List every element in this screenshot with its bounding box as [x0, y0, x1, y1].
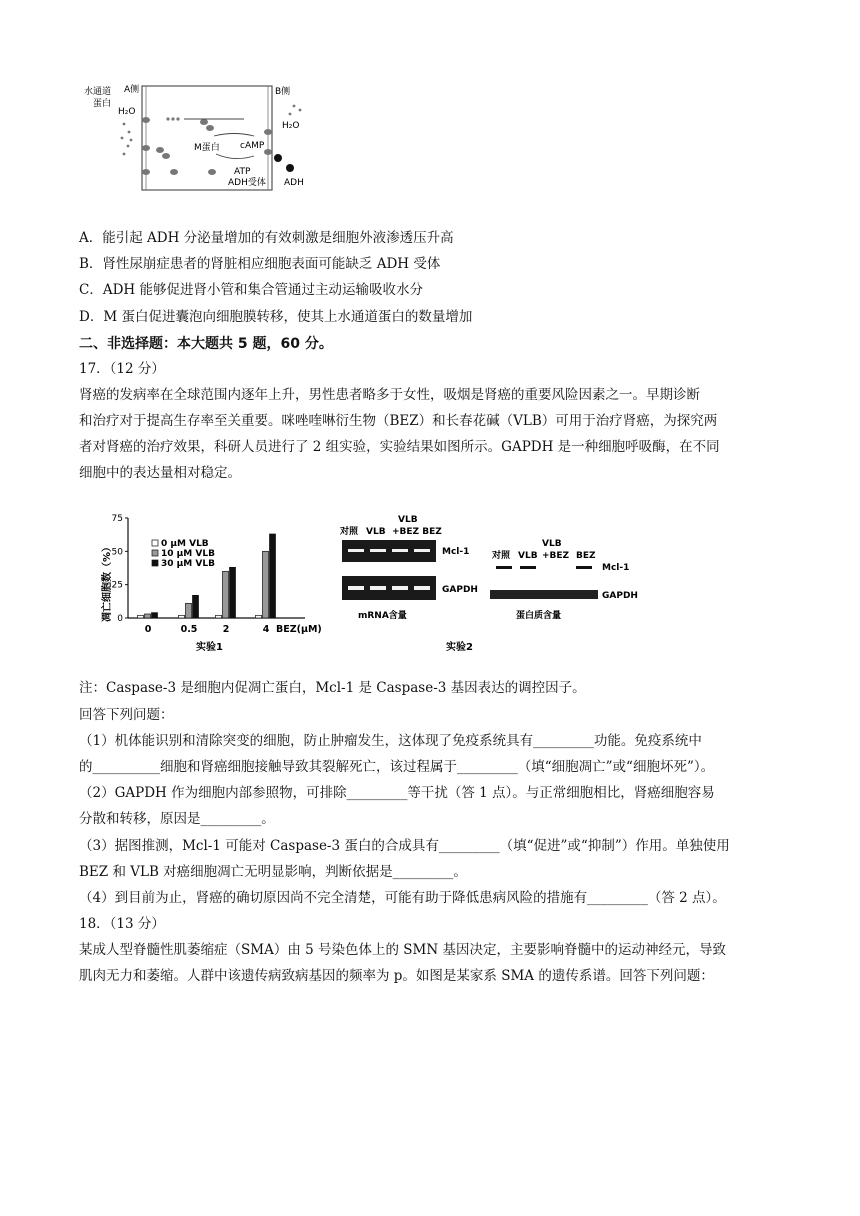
mrna-caption: mRNA含量: [358, 611, 407, 621]
q17-question-3b: BEZ 和 VLB 对癌细胞凋亡无明显影响，判断依据是_________。: [79, 864, 467, 880]
adh-receptor-label: ADH受体: [228, 178, 266, 188]
protein-gapdh-band: [490, 590, 598, 599]
y-tick-label: 0: [117, 614, 123, 624]
legend-swatch: [152, 550, 158, 556]
bar: [223, 571, 229, 618]
bar: [179, 615, 185, 618]
q17-note: 注：Caspase-3 是细胞内促凋亡蛋白，Mcl-1 是 Caspase-3 基因表达的调控因子。: [79, 680, 586, 696]
legend-label: 10 μM VLB: [161, 549, 215, 559]
q17-question-3a: （3）据图推测，Mcl-1 可能对 Caspase-3 蛋白的合成具有_________（填“促进”或“抑制”）作用。单独使用: [79, 838, 730, 854]
experiment2-figure: [336, 510, 646, 658]
q18-number: 18．（13 分）: [79, 916, 165, 932]
bar: [256, 615, 262, 618]
side-b-label: B侧: [275, 87, 291, 97]
q17-intro-1: 肾癌的发病率在全球范围内逐年上升，男性患者略多于女性，吸烟是肾癌的重要风险因素之一。早期诊断: [79, 387, 700, 403]
bar: [193, 595, 199, 618]
mrna-gapdh-label: GAPDH: [442, 585, 478, 595]
q17-question-1a: （1）机体能识别和清除突变的细胞，防止肿瘤发生，这体现了免疫系统具有_________功能。免疫系统中: [79, 733, 702, 749]
chart-caption: 实验1: [196, 642, 223, 653]
protein-lane-bez: BEZ: [576, 551, 596, 561]
legend-label: 30 μM VLB: [161, 559, 215, 569]
q17-answer-prompt: 回答下列问题：: [79, 707, 174, 723]
protein-gapdh-label: GAPDH: [602, 591, 638, 601]
x-tick-label: 0: [144, 624, 152, 635]
y-tick-label: 50: [111, 547, 123, 558]
mrna-vlb-header: VLB: [398, 515, 418, 525]
mrna-lane-vlb: VLB: [366, 527, 386, 537]
x-tick-label: 0.5: [180, 624, 198, 635]
q17-question-2a: （2）GAPDH 作为细胞内部参照物，可排除_________等干扰（答 1 点）。与正常细胞相比，肾癌细胞容易: [79, 785, 715, 801]
protein-caption: 蛋白质含量: [516, 611, 562, 621]
protein-vlb-header: VLB: [542, 539, 562, 549]
experiment1-chart: [100, 508, 332, 658]
section-title: 二、非选择题：本大题共 5 题，60 分。: [79, 336, 333, 352]
y-axis-label: 凋亡细胞数（%）: [102, 541, 113, 622]
legend-swatch: [152, 540, 158, 546]
x-axis-label: BEZ(μM): [276, 624, 322, 635]
option-c: C．ADH 能够促进肾小管和集合管通过主动运输吸收水分: [79, 282, 423, 298]
q17-intro-3: 者对肾癌的治疗效果，科研人员进行了 2 组实验，实验结果如图所示。GAPDH 是一种细胞呼吸酶，在不同: [79, 439, 720, 455]
atp-label: ATP: [234, 167, 251, 177]
bar: [263, 551, 269, 618]
option-d: D．M 蛋白促进囊泡向细胞膜转移，使其上水通道蛋白的数量增加: [79, 309, 473, 325]
q18-intro-2: 肌肉无力和萎缩。人群中该遗传病致病基因的频率为 p。如图是某家系 SMA 的遗传系谱。回答下列问题：: [79, 968, 714, 984]
protein-label: 蛋白: [93, 99, 112, 109]
x-tick-label: 4: [262, 624, 270, 635]
x-tick-label: 2: [222, 624, 230, 635]
camp-label: cAMP: [240, 141, 265, 151]
h2o-right-label: H₂O: [282, 121, 300, 131]
m-protein-label: M蛋白: [194, 143, 220, 153]
bar: [186, 603, 192, 618]
adh-label: ADH: [284, 178, 304, 188]
bar: [270, 534, 276, 618]
q17-question-2b: 分散和转移，原因是_________。: [79, 811, 275, 827]
adh-mechanism-diagram: [84, 76, 314, 194]
bar: [216, 615, 222, 618]
q17-intro-2: 和治疗对于提高生存率至关重要。咪唑喹啉衍生物（BEZ）和长春花碱（VLB）可用于治疗肾癌，为探究两: [79, 413, 718, 429]
bar: [145, 614, 151, 618]
bar: [230, 567, 236, 618]
experiment2-caption: 实验2: [446, 642, 473, 653]
q18-intro-1: 某成人型脊髓性肌萎缩症（SMA）由 5 号染色体上的 SMN 基因决定，主要影响脊髓中的运动神经元，导致: [79, 942, 726, 958]
h2o-left-label: H₂O: [118, 107, 136, 117]
legend-swatch: [152, 560, 158, 566]
side-a-label: A侧: [124, 85, 140, 95]
y-tick-label: 25: [111, 580, 123, 591]
bar: [138, 615, 144, 618]
y-tick-label: 75: [111, 514, 123, 524]
mrna-lane-control: 对照: [340, 527, 359, 537]
protein-lane-vlb: VLB: [518, 551, 538, 561]
protein-lane-bez-combo: +BEZ: [542, 551, 570, 561]
q17-question-4: （4）到目前为止，肾癌的确切原因尚不完全清楚，可能有助于降低患病风险的措施有_________（答 2 点）。: [79, 890, 726, 906]
water-channel-label: 水通道: [84, 87, 112, 97]
q17-intro-4: 细胞中的表达量相对稳定。: [79, 465, 241, 481]
mrna-lane-bez-pair: +BEZ BEZ: [392, 527, 442, 537]
bar: [152, 613, 158, 618]
protein-mcl1-label: Mcl-1: [602, 563, 630, 573]
q17-question-1b: 的__________细胞和肾癌细胞接触导致其裂解死亡，该过程属于_________（填“细胞凋亡”或“细胞坏死”）。: [79, 759, 715, 775]
protein-lane-control: 对照: [492, 551, 511, 561]
q17-number: 17．（12 分）: [79, 361, 165, 377]
option-b: B．肾性尿崩症患者的肾脏相应细胞表面可能缺乏 ADH 受体: [79, 256, 441, 272]
legend-label: 0 μM VLB: [161, 539, 209, 549]
mrna-mcl1-label: Mcl-1: [442, 547, 470, 557]
option-a: A．能引起 ADH 分泌量增加的有效刺激是细胞外液渗透压升高: [79, 230, 454, 246]
